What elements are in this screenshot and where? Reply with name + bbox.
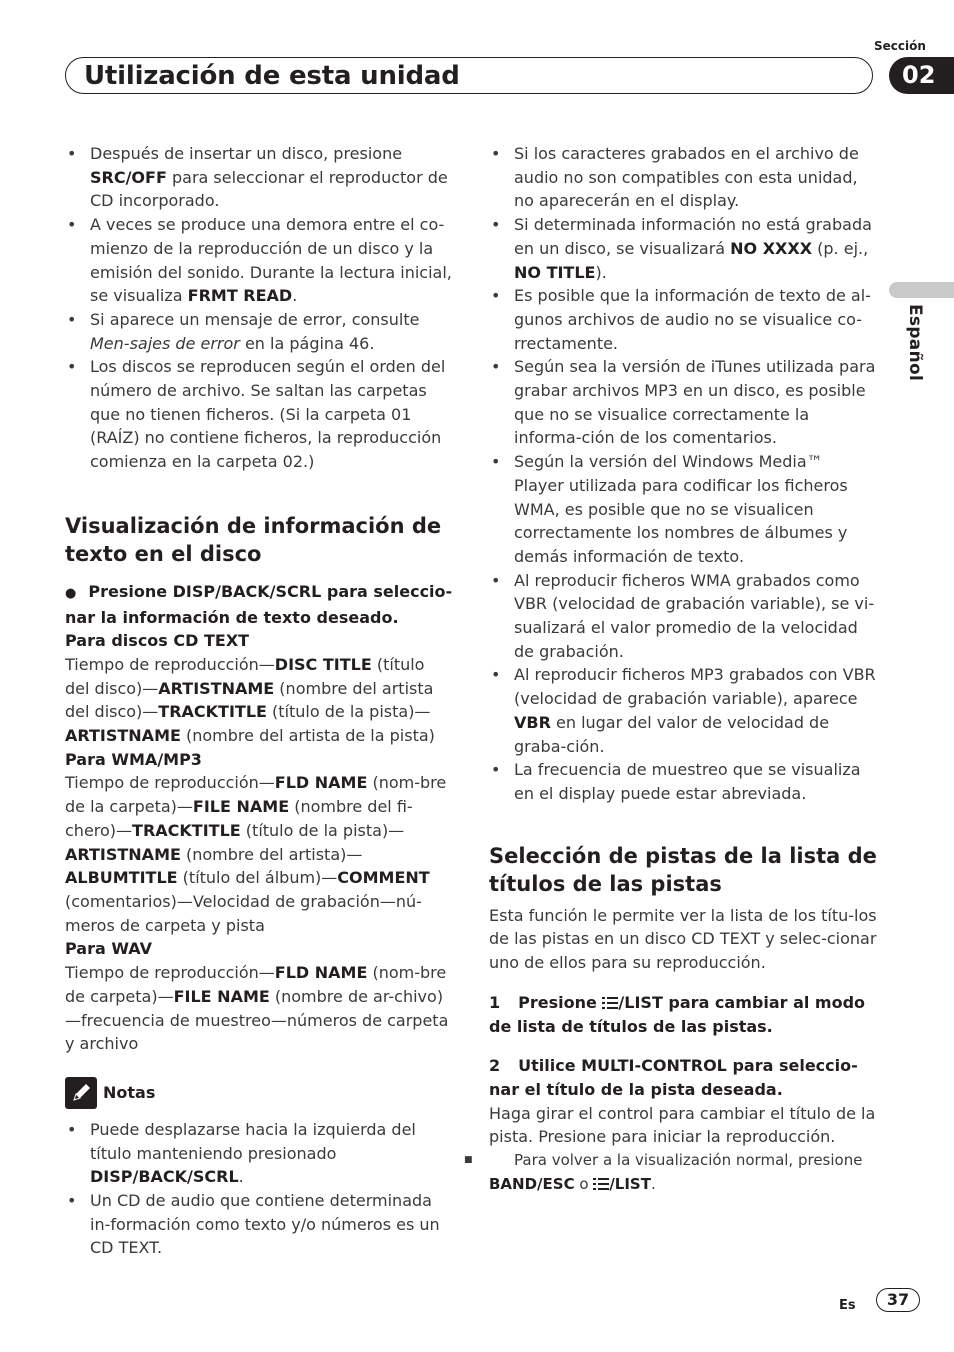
notes-list [65,1118,453,1260]
instruction: ● Presione DISP/BACK/SCRL para seleccio-nar la información de texto deseado. [65,581,453,627]
right-bullet-list [489,142,877,806]
list-item: • Según sea la versión de iTunes utilizada para grabar archivos MP3 en un disco, es posible que no se visualice correctamente la informa-ción de los comentarios. [489,355,877,450]
list-item: • Si los caracteres grabados en el archivo de audio no son compatibles con esta unidad, no aparecerán en el display. [489,142,877,213]
section-heading-track-list: Selección de pistas de la lista de títulos de las pistas [489,843,877,896]
list-item: • Si determinada información no está grabada en un disco, se visualizará NO XXXX (p. ej., NO TITLE). [489,213,877,284]
intro-bullet-list [65,142,453,474]
notes-pencil-icon [65,1077,97,1109]
list-item: • Al reproducir ficheros MP3 grabados con VBR (velocidad de grabación variable), aparece VBR en lugar del valor de velocidad de graba-ción. [489,663,877,758]
section-number-badge: 02 [889,57,954,94]
list-item: • Al reproducir ficheros WMA grabados como VBR (velocidad de grabación variable), se vi-sualizará el valor promedio de la velocidad de grabación. [489,569,877,664]
notes-label: Notas [103,1083,156,1103]
step-2-note [489,1149,877,1196]
wav-body: Tiempo de reproducción—FLD NAME (nom-bre de carpeta)—FILE NAME (nombre de ar-chivo)—frecuencia de muestreo—números de carpeta y archivo [65,963,449,1054]
list-item: • Según la versión del Windows Media™ Player utilizada para codificar los ficheros WMA, es posible que no se visualicen correctamente los nombres de álbumes y demás información de texto. [489,450,877,569]
list-item: • Los discos se reproducen según el orden del número de archivo. Se saltan las carpetas que no tienen ficheros. (Si la carpeta 01 (RAÍZ) no contiene ficheros, la reproducción comienza en la carpeta 02.) [65,355,453,474]
list-item: • Un CD de audio que contiene determinada in-formación como texto y/o números es un CD TEXT. [65,1189,453,1260]
step-1: 1 Presione /LIST para cambiar al modo de lista de títulos de las pistas. [489,992,866,1036]
language-label: Español [905,304,925,382]
right-column [489,142,877,1196]
wav-heading: Para WAV [65,939,152,959]
footer-lang-code: Es [839,1298,856,1313]
list-item: • Puede desplazarse hacia la izquierda del título manteniendo presionado DISP/BACK/SCRL. [65,1118,453,1189]
list-item: • Después de insertar un disco, presione SRC/OFF para seleccionar el reproductor de CD incorporado. [65,142,453,213]
list-icon [593,1177,609,1191]
page-number: 37 [876,1288,920,1312]
section-intro: Esta función le permite ver la lista de los títu-los de las pistas en un disco CD TEXT y selec-cionar uno de ellos para su reproducción. [489,905,877,973]
list-item: ■ Para volver a la visualización normal, presione BAND/ESC o /LIST. [464,1149,877,1196]
wma-heading: Para WMA/MP3 [65,749,202,769]
section-label: Sección [874,39,926,53]
bullet-dot-icon: ● [65,585,77,601]
cd-text-body: Tiempo de reproducción—DISC TITLE (título del disco)—ARTISTNAME (nombre del artista del disco)—TRACKTITLE (título de la pista)—ARTISTNAME (nombre del artista de la pista) [65,654,435,746]
list-icon [602,996,618,1010]
left-column [65,142,453,1260]
language-tab [889,282,954,298]
step-2-body: Haga girar el control para cambiar el título de la pista. Presione para iniciar la reproducción. [489,1103,876,1147]
cd-text-heading: Para discos CD TEXT [65,631,250,651]
notes-header [65,1076,453,1110]
list-item: • Si aparece un mensaje de error, consulte Men-sajes de error en la página 46. [65,308,453,355]
page-title: Utilización de esta unidad [84,61,460,91]
list-item: • Es posible que la información de texto de al-gunos archivos de audio no se visualice co-rrectamente. [489,284,877,355]
list-item: • La frecuencia de muestreo que se visualiza en el display puede estar abreviada. [489,758,877,805]
section-heading-text-info: Visualización de información de texto en el disco [65,513,442,566]
step-2: 2 Utilice MULTI-CONTROL para seleccio-nar el título de la pista deseada. [489,1056,858,1099]
list-item: • A veces se produce una demora entre el co-mienzo de la reproducción de un disco y la emisión del sonido. Durante la lectura inicial, se visualiza FRMT READ. [65,213,453,308]
wma-body: Tiempo de reproducción—FLD NAME (nom-bre de la carpeta)—FILE NAME (nombre del fi-chero)—TRACKTITLE (título de la pista)—ARTISTNAME (nombre del artista)—ALBUMTITLE (título del álbum)—COMMENT (comentarios)—Velocidad de grabación—nú-meros de carpeta y pista [65,773,447,935]
